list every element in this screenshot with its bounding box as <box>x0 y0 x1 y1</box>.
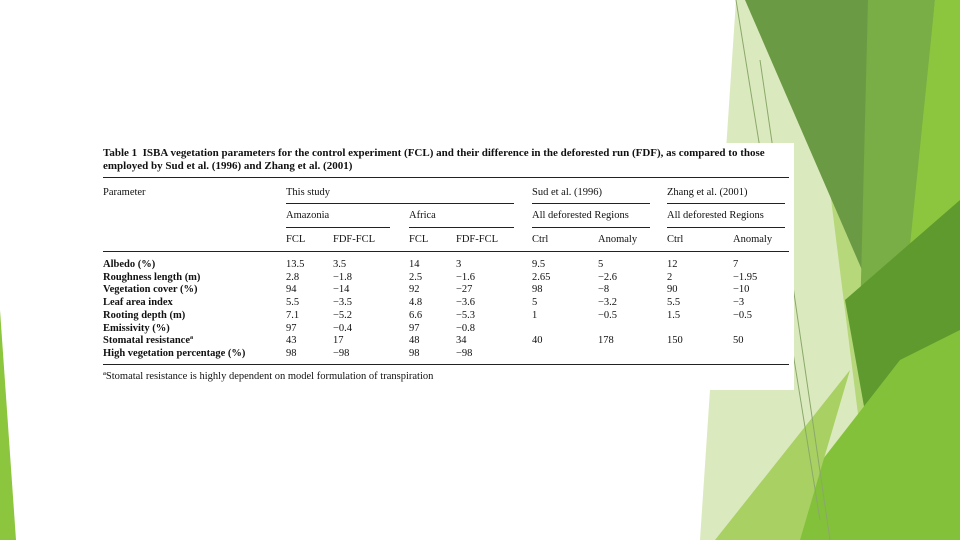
table-cell: 17 <box>333 335 344 347</box>
table-cell: 5 <box>532 297 538 309</box>
table-cell: 48 <box>409 335 420 347</box>
table-cell: −5.3 <box>456 309 476 321</box>
table-cell: −98 <box>333 347 350 359</box>
table-cell: 14 <box>409 259 420 270</box>
rule-this-study <box>286 203 514 204</box>
table-cell: −0.5 <box>733 309 753 321</box>
subheader-zhang-regions: All deforested Regions <box>667 210 764 221</box>
rule-zhang-sub <box>667 227 785 228</box>
header-zhang: Zhang et al. (2001) <box>667 187 748 198</box>
colhead-africa-fdf: FDF-FCL <box>456 234 499 245</box>
table-cell: −1.6 <box>456 271 476 283</box>
table-cell: 9.5 <box>532 259 546 270</box>
left-edge-shape <box>0 310 16 540</box>
table-cell: 150 <box>667 335 683 347</box>
table-cell: 2 <box>667 271 673 283</box>
table-cell: 13.5 <box>286 259 305 270</box>
colhead-amazonia-fdf: FDF-FCL <box>333 234 376 245</box>
table-cell: 3 <box>456 259 462 270</box>
table-cell: −10 <box>733 284 750 296</box>
rule-africa <box>409 227 514 228</box>
table-cell: −0.5 <box>598 309 618 321</box>
table-cell: 50 <box>733 335 744 347</box>
table-cell: 12 <box>667 259 678 270</box>
bottom-rule <box>103 364 789 365</box>
table-cell: 2.5 <box>409 271 423 283</box>
row-label: Roughness length (m) <box>103 271 201 283</box>
row-label: Rooting depth (m) <box>103 309 186 321</box>
table-cell: 1.5 <box>667 309 681 321</box>
colhead-sud-anomaly: Anomaly <box>598 234 638 245</box>
table-cell: −3 <box>733 297 745 309</box>
table-cell: 5.5 <box>667 297 681 309</box>
rule-zhang <box>667 203 785 204</box>
table-cell: 94 <box>286 284 297 296</box>
rule-amazonia <box>286 227 390 228</box>
subheader-africa: Africa <box>409 210 436 221</box>
table-cell: 40 <box>532 335 543 347</box>
table-cell: 2.65 <box>532 271 551 283</box>
table-cell: 98 <box>532 284 543 296</box>
colhead-sud-ctrl: Ctrl <box>532 234 549 245</box>
table-cell: 34 <box>456 335 467 347</box>
table-footnote: ªStomatal resistance is highly dependent on model formulation of transpiration <box>103 371 434 382</box>
table-cell: −0.8 <box>456 322 476 334</box>
table-cell: −27 <box>456 284 473 296</box>
row-label: Emissivity (%) <box>103 322 170 334</box>
subheader-sud-regions: All deforested Regions <box>532 210 629 221</box>
row-label: Stomatal resistanceª <box>103 335 194 347</box>
top-rule <box>103 177 789 178</box>
table-cell: 3.5 <box>333 259 347 270</box>
table-caption <box>103 147 793 173</box>
table-cell: 2.8 <box>286 271 300 283</box>
table-cell: −1.95 <box>733 271 758 283</box>
table-cell: −14 <box>333 284 350 296</box>
subheader-amazonia: Amazonia <box>286 210 330 221</box>
table-cell: −8 <box>598 284 610 296</box>
table-cell: −2.6 <box>598 271 618 283</box>
table-cell: 97 <box>286 322 297 334</box>
table-cell: −3.5 <box>333 297 353 309</box>
table-cell: 98 <box>409 347 420 359</box>
colhead-zhang-anomaly: Anomaly <box>733 234 773 245</box>
table-cell: 90 <box>667 284 678 296</box>
table-cell: 5 <box>598 259 604 270</box>
rule-sud-sub <box>532 227 650 228</box>
header-parameter: Parameter <box>103 187 146 198</box>
row-label: Vegetation cover (%) <box>103 284 198 296</box>
table-cell: −98 <box>456 347 473 359</box>
table-cell: 4.8 <box>409 297 423 309</box>
table-cell: 97 <box>409 322 420 334</box>
colhead-zhang-ctrl: Ctrl <box>667 234 684 245</box>
header-sud: Sud et al. (1996) <box>532 187 602 198</box>
row-label: High vegetation percentage (%) <box>103 347 246 359</box>
table-cell: 6.6 <box>409 309 423 321</box>
table-cell: 7.1 <box>286 309 300 321</box>
caption-text: ISBA vegetation parameters for the control experiment (FCL) and their difference in the deforested run (FDF), as compared to those employed by Sud et al. (1996) and Zhang et al. (2001) <box>103 147 765 172</box>
table-cell: −3.6 <box>456 297 476 309</box>
table-document <box>96 143 794 390</box>
table-cell: 5.5 <box>286 297 300 309</box>
table-cell: −0.4 <box>333 322 353 334</box>
table-cell: 43 <box>286 335 297 347</box>
colhead-africa-fcl: FCL <box>409 234 429 245</box>
header-this-study: This study <box>286 187 331 198</box>
table-cell: 7 <box>733 259 739 270</box>
table-cell: 92 <box>409 284 420 296</box>
table-cell: −5.2 <box>333 309 353 321</box>
table-cell: 1 <box>532 309 538 321</box>
colhead-amazonia-fcl: FCL <box>286 234 306 245</box>
table-cell: −3.2 <box>598 297 618 309</box>
row-label: Albedo (%) <box>103 259 156 270</box>
table-cell: 178 <box>598 335 614 347</box>
caption-label: Table 1 <box>103 147 138 159</box>
row-label: Leaf area index <box>103 297 173 309</box>
table-cell: 98 <box>286 347 297 359</box>
rule-sud <box>532 203 650 204</box>
header-bottom-rule <box>103 251 789 252</box>
table-cell: −1.8 <box>333 271 353 283</box>
